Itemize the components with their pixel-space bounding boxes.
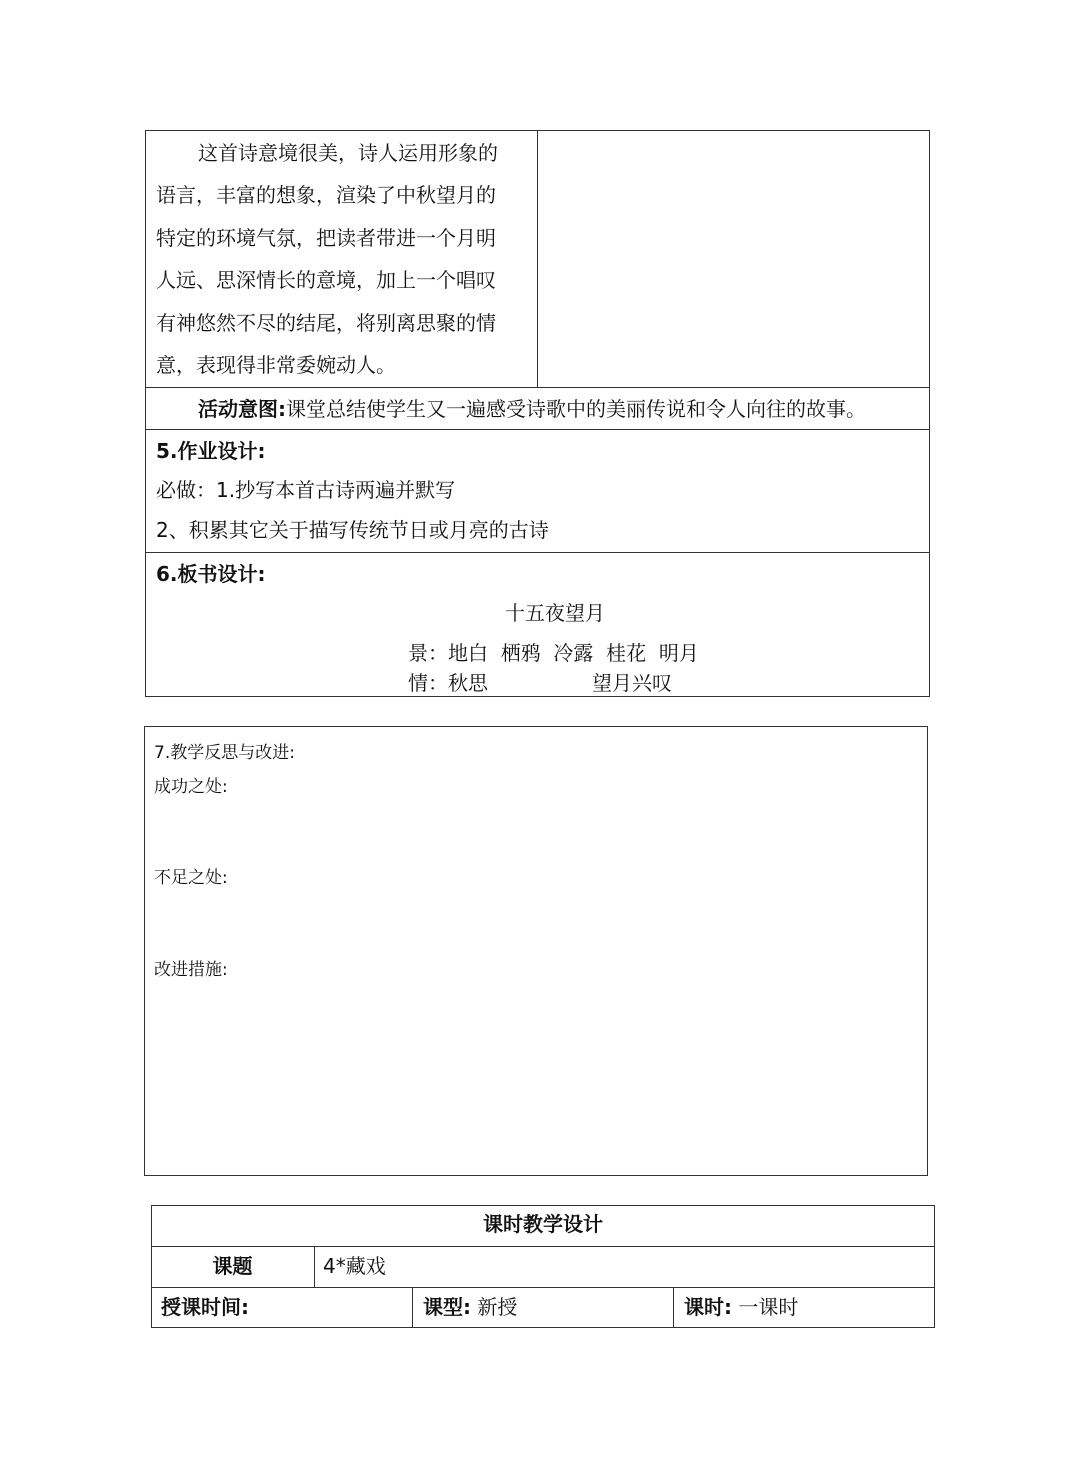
board-emotion-label: 情：秋思 (408, 671, 488, 695)
lesson-type-label: 课型: (423, 1295, 471, 1319)
reflection-shortcoming-label: 不足之处: (154, 868, 228, 888)
row-divider (151, 1287, 935, 1288)
lesson-period (684, 1291, 798, 1320)
board-design-title: 6.板书设计: (156, 562, 266, 586)
board-emotion-value: 望月兴叹 (592, 671, 672, 695)
column-divider (314, 1246, 315, 1287)
lesson-type (423, 1291, 517, 1320)
lesson-period-value: 一课时 (738, 1295, 799, 1319)
lesson-type-value: 新授 (477, 1295, 518, 1319)
column-divider (673, 1287, 674, 1328)
reflection-success-label: 成功之处: (154, 777, 228, 797)
lesson-period-label: 课时: (684, 1295, 732, 1319)
topic-value: 4*藏戏 (323, 1254, 386, 1278)
homework-title: 5.作业设计: (156, 439, 266, 463)
topic-label: 课题 (212, 1254, 253, 1278)
column-divider (412, 1287, 413, 1328)
homework-accumulate: 2、积累其它关于描写传统节日或月亮的古诗 (156, 518, 549, 542)
poem-line: 特定的环境气氛，把读者带进一个月明 (156, 226, 496, 250)
column-divider (537, 130, 538, 387)
poem-line: 有神悠然不尽的结尾，将别离思聚的情 (156, 311, 496, 335)
poem-line: 意，表现得非常委婉动人。 (156, 353, 396, 377)
poem-line: 语言，丰富的想象，渲染了中秋望月的 (156, 183, 496, 207)
activity-intent-label: 活动意图: (198, 397, 286, 421)
poem-line: 这首诗意境很美，诗人运用形象的 (198, 141, 498, 165)
poem-line: 人远、思深情长的意境，加上一个唱叹 (156, 268, 496, 292)
activity-intent (198, 388, 866, 431)
board-scene-line: 景：地白 栖鸦 冷露 桂花 明月 (408, 641, 699, 665)
reflection-box (144, 726, 928, 1176)
board-heading: 十五夜望月 (505, 601, 605, 625)
lesson-design-header: 课时教学设计 (483, 1212, 603, 1236)
homework-required: 必做：1.抄写本首古诗两遍并默写 (156, 478, 456, 502)
reflection-title: 7.教学反思与改进: (154, 743, 295, 763)
teaching-time-label: 授课时间: (161, 1295, 249, 1319)
reflection-improvement-label: 改进措施: (154, 960, 228, 980)
row-divider (151, 1246, 935, 1247)
activity-intent-text: 课堂总结使学生又一遍感受诗歌中的美丽传说和令人向往的故事。 (286, 397, 866, 421)
